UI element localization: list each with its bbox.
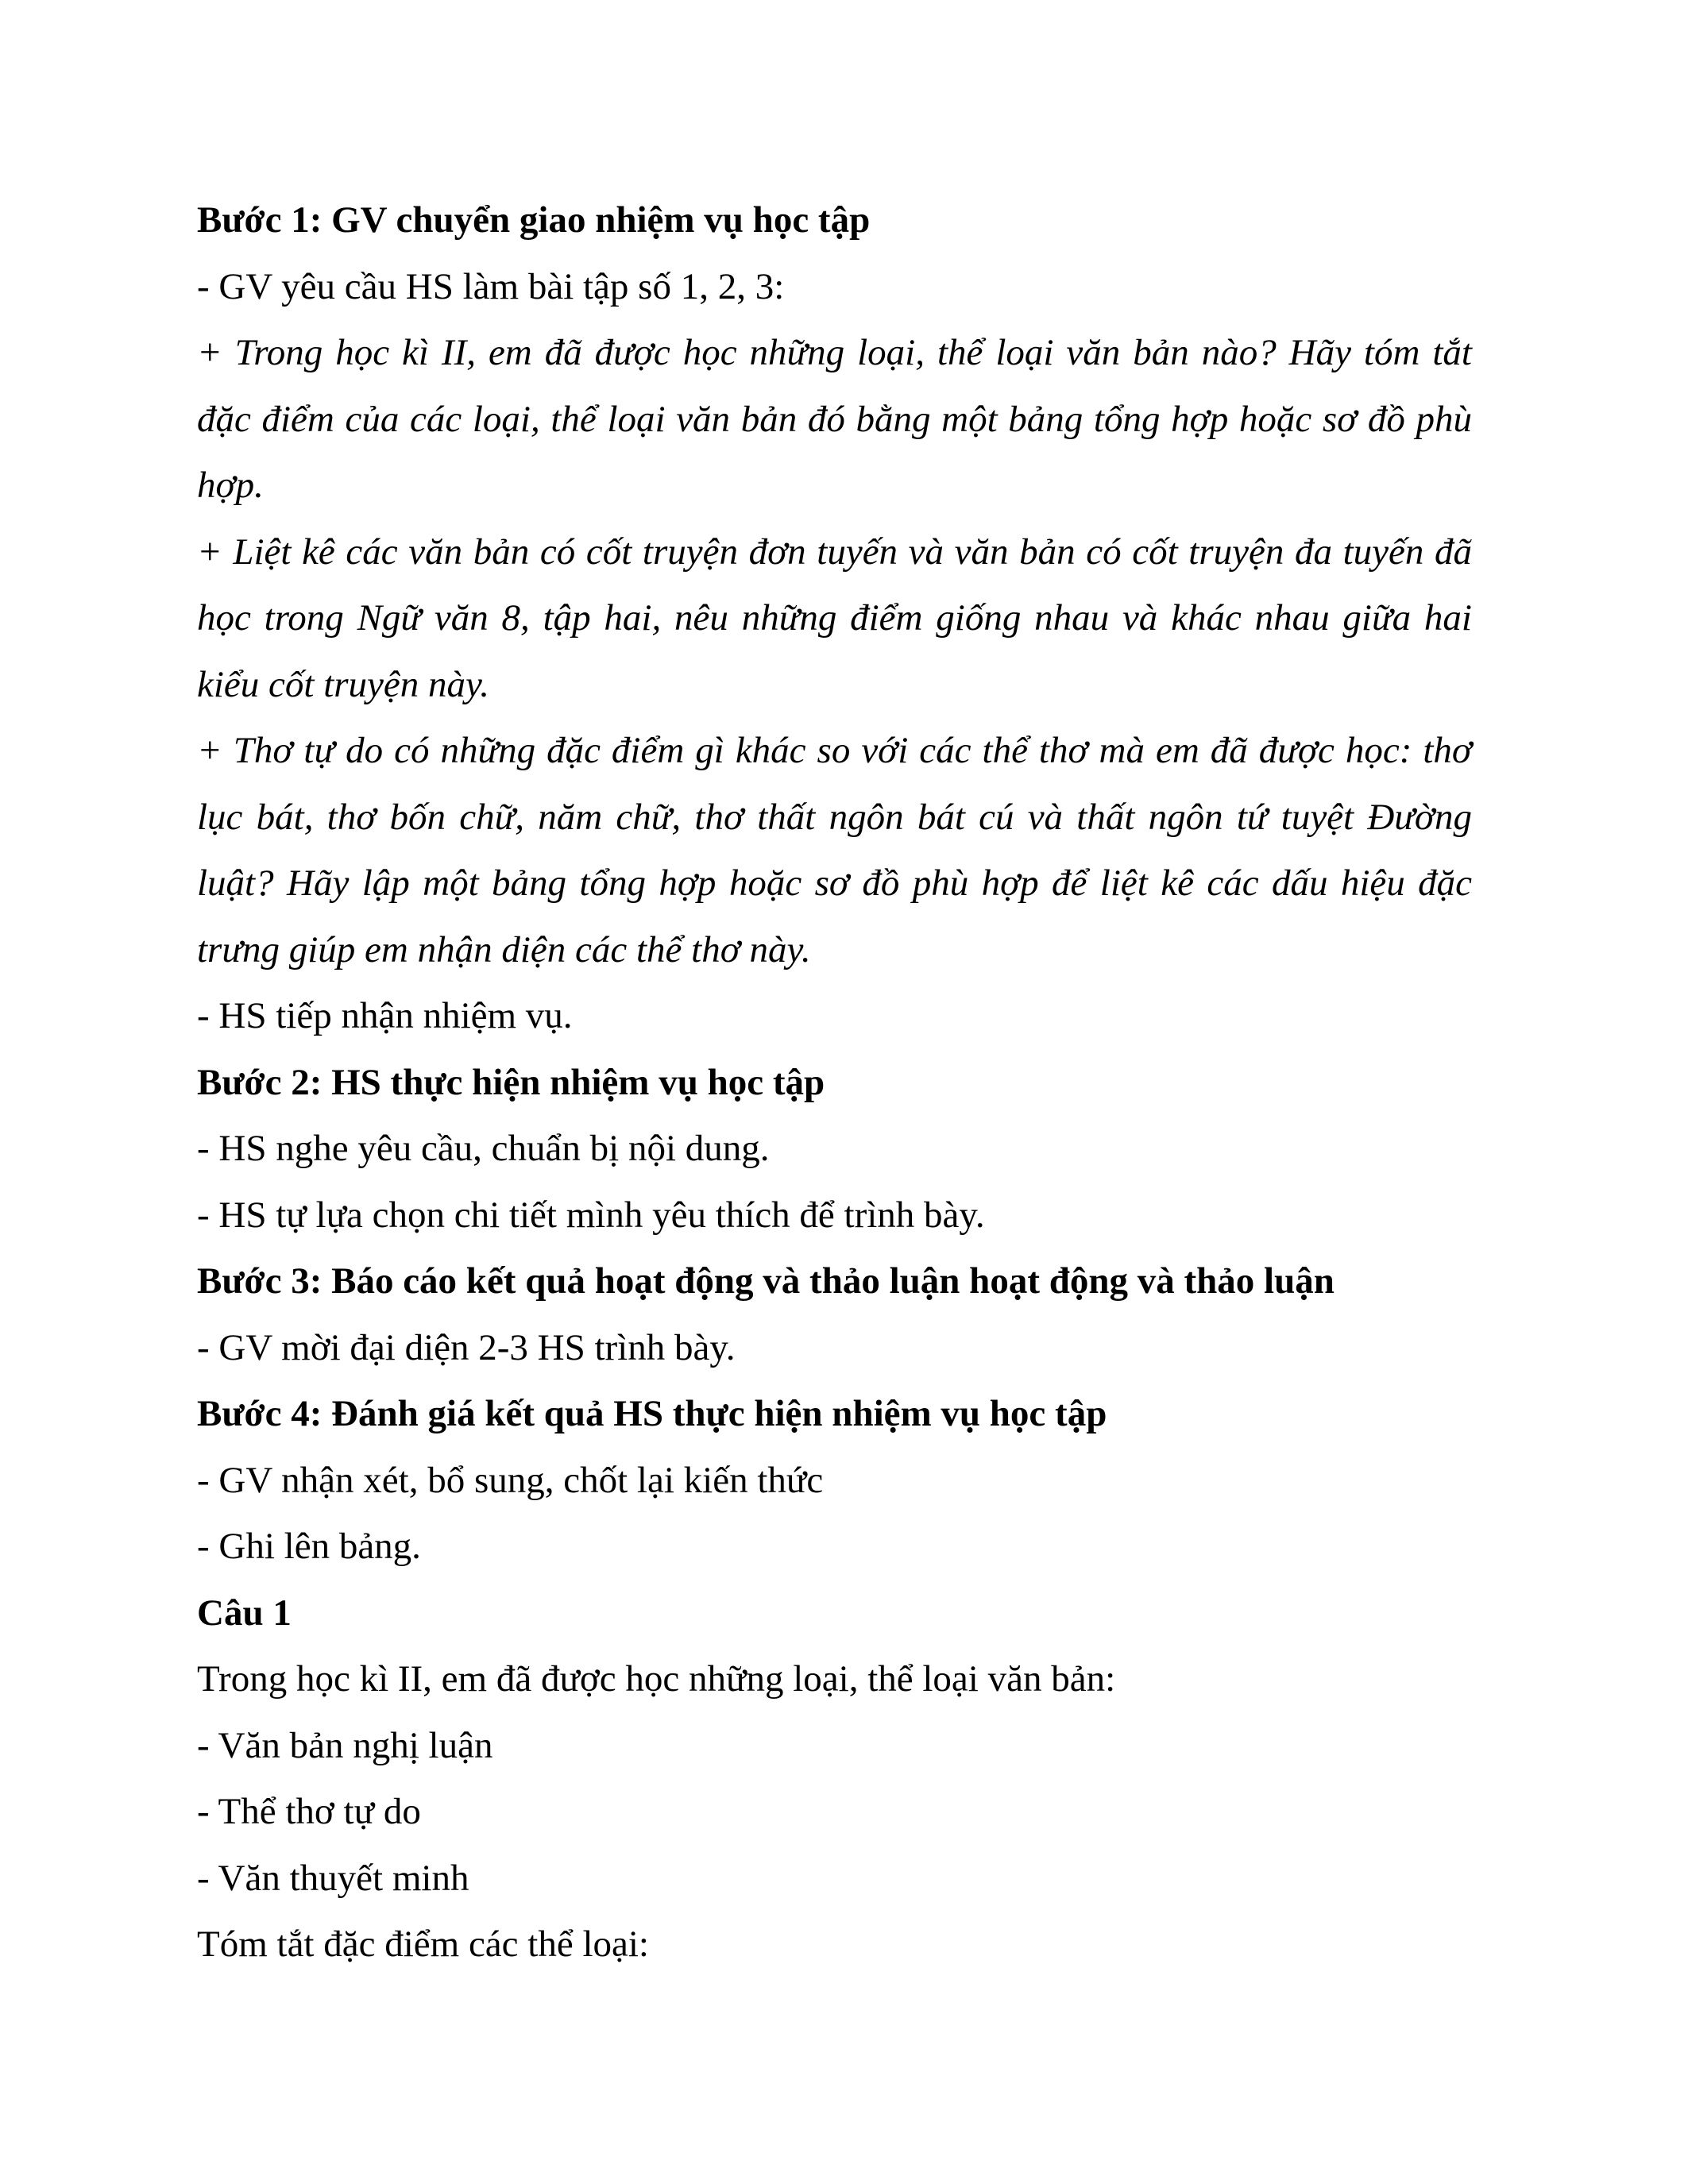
paragraph: - Ghi lên bảng.	[197, 1526, 421, 1567]
paragraph: + Thơ tự do có những đặc điểm gì khác so với các thể thơ mà em đã được học: thơ lục bát, thơ bốn chữ, năm chữ, thơ thất ngôn bát cú và thất ngôn tứ tuyệt Đường luật? Hãy lập một bảng tổng hợp hoặc sơ đồ phù hợp để liệt kê các dấu hiệu đặc trưng giúp em nhận diện các thể thơ này.	[197, 730, 1472, 970]
paragraph: - HS nghe yêu cầu, chuẩn bị nội dung.	[197, 1128, 770, 1169]
paragraph: - Văn bản nghị luận	[197, 1724, 493, 1766]
heading: Câu 1	[197, 1592, 292, 1634]
paragraph: - GV mời đại diện 2-3 HS trình bày.	[197, 1326, 736, 1368]
document-page	[197, 187, 1472, 1978]
paragraph: - HS tiếp nhận nhiệm vụ.	[197, 995, 573, 1036]
heading: Bước 1: GV chuyển giao nhiệm vụ học tập	[197, 199, 871, 241]
heading: Bước 4: Đánh giá kết quả HS thực hiện nhiệm vụ học tập	[197, 1393, 1107, 1434]
heading: Bước 3: Báo cáo kết quả hoạt động và thảo luận hoạt động và thảo luận	[197, 1260, 1335, 1302]
paragraph: + Liệt kê các văn bản có cốt truyện đơn tuyến và văn bản có cốt truyện đa tuyến đã học trong Ngữ văn 8, tập hai, nêu những điểm giống nhau và khác nhau giữa hai kiểu cốt truyện này.	[197, 531, 1472, 705]
paragraph: - GV nhận xét, bổ sung, chốt lại kiến thức	[197, 1459, 824, 1501]
heading: Bước 2: HS thực hiện nhiệm vụ học tập	[197, 1061, 825, 1103]
paragraph: - Văn thuyết minh	[197, 1857, 469, 1899]
paragraph: - HS tự lựa chọn chi tiết mình yêu thích để trình bày.	[197, 1194, 985, 1236]
paragraph: - Thể thơ tự do	[197, 1791, 421, 1832]
paragraph: + Trong học kì II, em đã được học những loại, thể loại văn bản nào? Hãy tóm tắt đặc điểm của các loại, thể loại văn bản đó bằng một bảng tổng hợp hoặc sơ đồ phù hợp.	[197, 332, 1472, 506]
paragraph: Trong học kì II, em đã được học những loại, thể loại văn bản:	[197, 1658, 1116, 1700]
paragraph: Tóm tắt đặc điểm các thể loại:	[197, 1924, 649, 1965]
paragraph: - GV yêu cầu HS làm bài tập số 1, 2, 3:	[197, 265, 785, 307]
